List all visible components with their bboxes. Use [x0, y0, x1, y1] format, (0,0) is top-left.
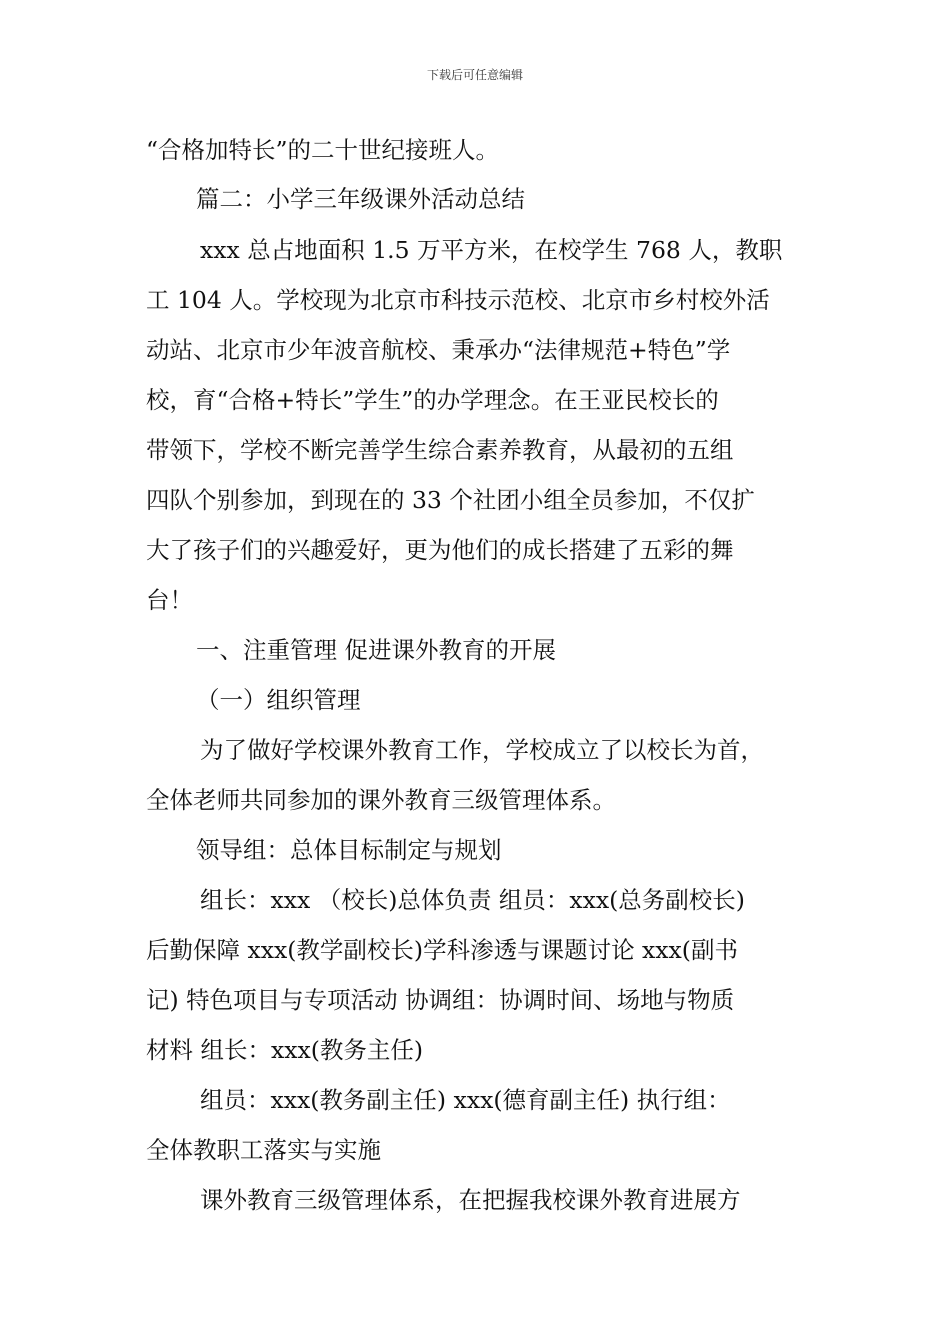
text-line-16: 组长：xxx （校长)总体负责 组员：xxx(总务副校长)	[200, 886, 745, 914]
text-line-18: 记) 特色项目与专项活动 协调组：协调时间、场地与物质	[146, 986, 735, 1014]
text-line-3: xxx 总占地面积 1.5 万平方米，在校学生 768 人，教职	[200, 236, 783, 264]
text-line-10: 台！	[146, 586, 193, 614]
section-title-part-two: 篇二：小学三年级课外活动总结	[196, 185, 525, 213]
text-line-9: 大了孩子们的兴趣爱好，更为他们的成长搭建了五彩的舞	[146, 536, 734, 564]
text-line-6: 校，育“合格+特长”学生”的办学理念。在王亚民校长的	[146, 386, 719, 414]
section-heading-1: 一、注重管理 促进课外教育的开展	[196, 636, 556, 664]
text-line-5: 动站、北京市少年波音航校、秉承办“法律规范+特色”学	[146, 336, 731, 364]
text-line-4: 工 104 人。学校现为北京市科技示范校、北京市乡村校外活	[146, 286, 770, 314]
page-header: 下载后可任意编辑	[426, 68, 523, 82]
text-line-8: 四队个别参加，到现在的 33 个社团小组全员参加，不仅扩	[146, 486, 755, 514]
text-line-13: 为了做好学校课外教育工作，学校成立了以校长为首，	[200, 736, 764, 764]
text-line-17: 后勤保障 xxx(教学副校长)学科渗透与课题讨论 xxx(副书	[146, 936, 738, 964]
text-line-1: “合格加特长”的二十世纪接班人。	[146, 136, 500, 164]
subsection-heading-1: （一）组织管理	[196, 686, 361, 714]
text-line-21: 全体教职工落实与实施	[146, 1136, 381, 1164]
text-line-22: 课外教育三级管理体系，在把握我校课外教育进展方	[200, 1186, 741, 1214]
text-line-19: 材料 组长：xxx(教务主任)	[146, 1036, 424, 1064]
text-line-7: 带领下，学校不断完善学生综合素养教育，从最初的五组	[146, 436, 734, 464]
text-line-15: 领导组：总体目标制定与规划	[196, 836, 502, 864]
text-line-20: 组员：xxx(教务副主任) xxx(德育副主任) 执行组：	[200, 1086, 731, 1114]
text-line-14: 全体老师共同参加的课外教育三级管理体系。	[146, 786, 616, 814]
